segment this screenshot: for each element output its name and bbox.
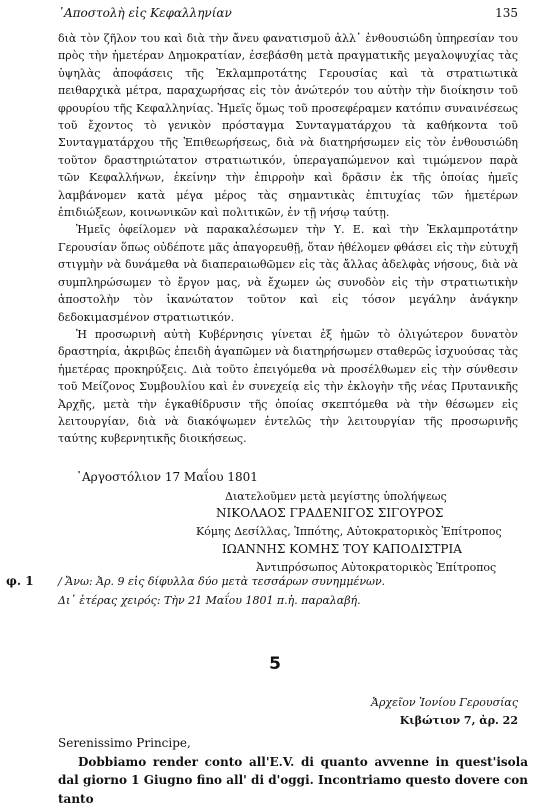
signer-2-title: Ἀντιπρόσωπος Αὐτοκρατορικὸς Ἐπίτροπος — [256, 559, 496, 576]
page-number: 135 — [495, 6, 518, 20]
paragraph-3: Ἡ προσωρινὴ αὐτὴ Κυβέρνησις γίνεται ἐξ ἡμῶν τὸ ὀλιγώτερον δυνατὸν δραστηρία, ἀκριβῶς ἐπειδὴ ἀγαπῶμεν νὰ διατηρήσωμεν σταθερῶς ἰσχυούσας τὰς ἡμετέρας προκηρύξεις. Διὰ τοῦτο ἐπειγόμεθα νὰ προσέλθωμεν εἰς τὴν σύνθεσιν τοῦ Μείζονος Συμβουλίου καὶ ἐν συνεχείᾳ εἰς τὴν ἐκλογὴν τῆς νέας Πρυτανικῆς Ἀρχῆς, μετὰ τὴν ἐγκαθίδρυσιν τῆς ὁποίας σκεπτόμεθα νὰ τὴν θέσωμεν εἰς λειτουργίαν, διὰ νὰ διακόψωμεν ἐντελῶς τὴν λειτουργίαν τῆς προσωρινῆς ταύτης κυβερνητικῆς διοικήσεως. — [58, 326, 518, 448]
folio-number: φ. 1 — [6, 574, 34, 588]
italian-letter — [58, 734, 528, 808]
paragraph-1: διὰ τὸν ζῆλον του καὶ διὰ τὴν ἄνευ φανατισμοῦ ἀλλ᾿ ἐνθουσιώδη ὑπηρεσίαν του πρὸς τὴν ἡμετέραν Δημοκρατίαν, ἐσεβάσθη μετὰ πραγματικῆς μεγαλοψυχίας τὰς ὑψηλὰς ἀποφάσεις τῆς Ἐκλαμπροτάτης Γερουσίας καὶ τὰ στρατιωτικὰ πειθαρχικὰ μέτρα, παραχωρήσας εἰς τὸν ἀνώτερόν του αὐτὴν τὴν διοίκησιν τοῦ φρουρίου τῆς Κεφαλληνίας. Ἡμεῖς ὅμως τοῦ προσεφέραμεν κατόπιν συναινέσεως τοῦ ἔχοντος τὸ γενικὸν πρόσταγμα Συνταγματάρχου τὰ καθήκοντα τοῦ Συνταγματάρχου τῆς Ἐπιθεωρήσεως, διὰ νὰ διατηρήσωμεν εἰς τὸν ἐνθουσιώδη τοῦτον δραστηριώτατον στρατιωτικόν, ὑπεραγαπώμενον καὶ τιμώμενον παρὰ τῶν Κεφαλλήνων, ἐκείνην τὴν ἐπιρροὴν καὶ δρᾶσιν ἐκ τῆς ὁποίας ἡμεῖς λαμβάνομεν κατὰ μέγα μέρος τὰς σημαντικὰς ἐπιτυχίας τῶν ἡμετέρων ἐπιδιώξεων, κοινωνικῶν καὶ πολιτικῶν, ἐν τῇ νήσῳ ταύτῃ. — [58, 30, 518, 221]
document-number: 5 — [0, 654, 550, 674]
signer-2-name: ΙΩΑΝΝΗΣ ΚΟΜΗΣ ΤΟΥ ΚΑΠΟΔΙΣΤΡΙΑ — [222, 541, 462, 558]
archive-box: Κιβώτιον 7, ἀρ. 22 — [371, 712, 518, 730]
signer-1-name: ΝΙΚΟΛΑΟΣ ΓΡΑΔΕΝΙΓΟΣ ΣΙΓΟΥΡΟΣ — [216, 505, 443, 522]
date-place: ᾿Αργοστόλιον 17 Μαΐου 1801 — [76, 469, 258, 486]
archive-reference — [371, 694, 518, 730]
running-title: ᾿Αποστολὴ εἰς Κεφαλληνίαν — [58, 6, 232, 20]
signer-1-title: Κόμης Δεσίλλας, Ἱππότης, Αὐτοκρατορικὸς Ἐπίτροπος — [196, 523, 502, 540]
archive-name: Ἀρχεῖον Ἰονίου Γερουσίας — [371, 694, 518, 712]
page-header — [58, 6, 518, 20]
salutation: Serenissimo Principe, — [58, 734, 528, 753]
closing-formula: Διατελοῦμεν μετὰ μεγίστης ὑπολήψεως — [225, 488, 447, 505]
body-text — [58, 30, 518, 448]
footnote — [58, 572, 528, 610]
footnote-line-1: / Ἄνω: Ἀρ. 9 εἰς δίφυλλα δύο μετὰ τεσσάρων συνημμένων. — [58, 572, 528, 591]
letter-text: Dobbiamo render conto all'E.V. di quanto avvenne in quest'isola dal giorno 1 Giugno fino all' di d'oggi. Incontriamo questo dovere con tanto — [58, 753, 528, 808]
paragraph-2: Ἡμεῖς ὀφείλομεν νὰ παρακαλέσωμεν τὴν Υ. Ε. καὶ τὴν Ἐκλαμπροτάτην Γερουσίαν ὅπως οὐδέποτε μᾶς ἀπαγορευθῇ, ὅταν ἠθέλομεν φθάσει εἰς τὴν εὐτυχῆ στιγμὴν νὰ δυνάμεθα νὰ διαπεραιωθῶμεν εἰς τὰς ἄλλας ἀδελφὰς νήσους, διὰ νὰ συμπληρώσωμεν τὸ ἔργον μας, νὰ ἔχωμεν ὡς συνοδὸν εἰς τὴν στρατιωτικὴν ἀποστολὴν τὸν ἱκανώτατον τοῦτον καὶ εἰς τόσον μεγάλην ἀνάγκην δεδοκιμασμένον στρατιωτικόν. — [58, 221, 518, 325]
footnote-line-2: Δι᾿ ἑτέρας χειρός: Τὴν 21 Μαΐου 1801 π.ἡ. παραλαβή. — [58, 591, 528, 610]
